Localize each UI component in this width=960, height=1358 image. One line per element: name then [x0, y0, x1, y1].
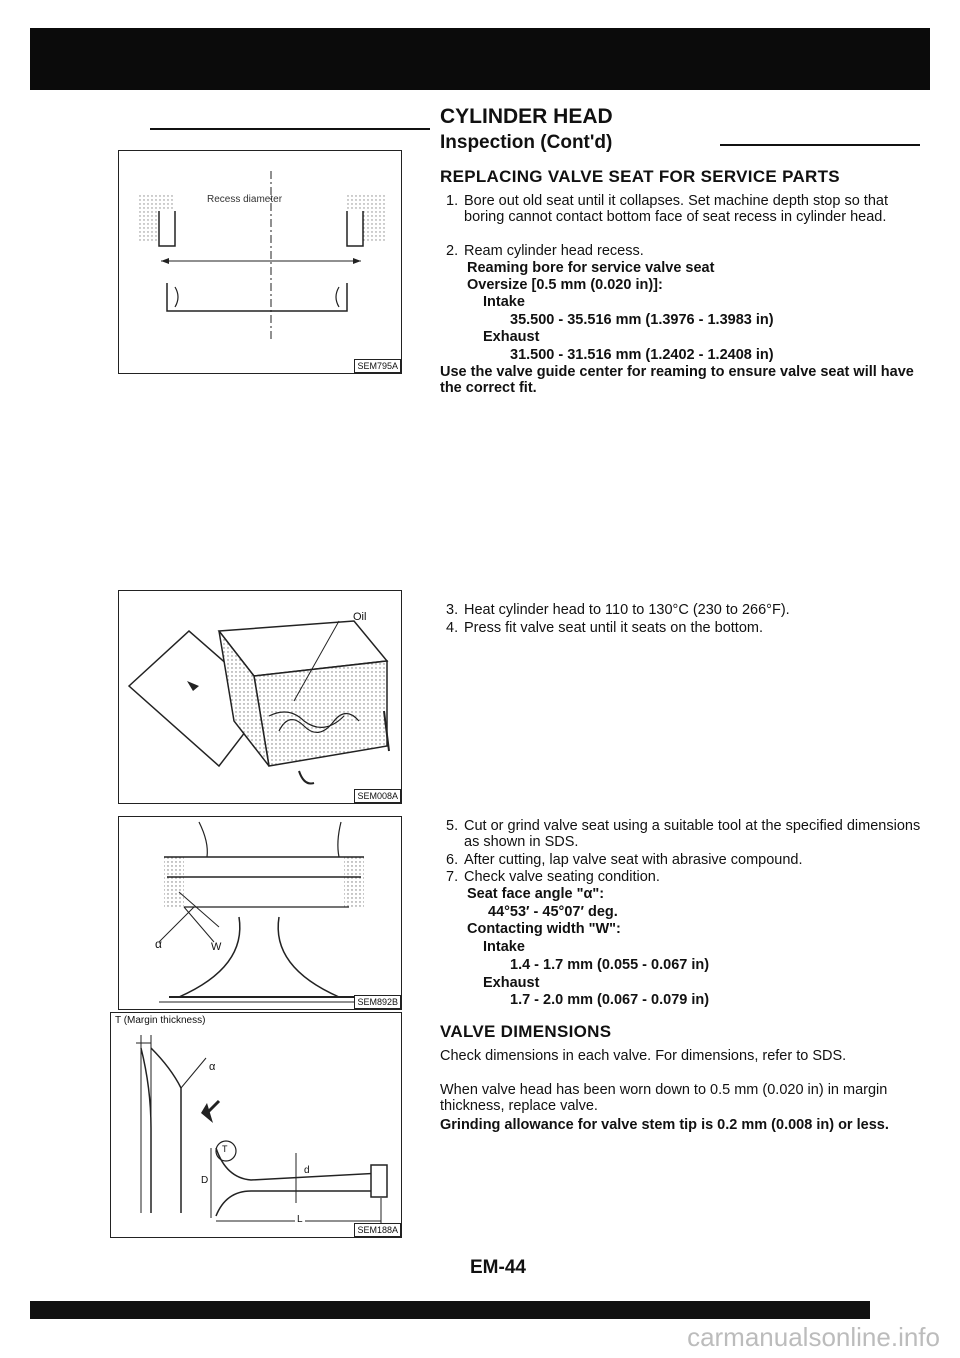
figure-valve-dimensions — [110, 1012, 402, 1238]
title-rule — [150, 128, 430, 130]
step-text: Heat cylinder head to 110 to 130°C (230 to 266°F). — [464, 602, 790, 618]
seat-angle-value: 44°53′ - 45°07′ deg. — [488, 904, 618, 920]
step-text: Bore out old seat until it collapses. Set machine depth stop so that boring cannot contact bottom face of seat recess in cylinder head. — [464, 193, 888, 225]
intake-label: Intake — [483, 939, 525, 955]
step-text: Ream cylinder head recess. — [464, 243, 644, 259]
step-number: 5. — [446, 818, 459, 834]
reaming-note: Use the valve guide center for reaming to ensure valve seat will have the correct fit. — [440, 364, 914, 396]
step-2 — [446, 243, 932, 259]
spec-title: Reaming bore for service valve seat — [467, 260, 715, 276]
figure-code: SEM008A — [354, 789, 401, 803]
figure-seat-angle — [118, 816, 402, 1010]
footer-url[interactable]: carmanualsonline.info — [687, 1322, 940, 1352]
figure-recess-diameter — [118, 150, 402, 374]
top-black-bar — [30, 28, 930, 90]
step-number: 2. — [446, 243, 459, 259]
step-number: 3. — [446, 602, 459, 618]
step-7 — [446, 869, 932, 885]
valve-dimensions-heading: VALVE DIMENSIONS — [440, 1022, 612, 1041]
recess-diagram — [119, 151, 401, 373]
spec-oversize: Oversize [0.5 mm (0.020 in)]: — [467, 277, 663, 293]
alpha-label: α — [155, 937, 162, 951]
exhaust-label: Exhaust — [483, 975, 540, 991]
exhaust-value: 31.500 - 31.516 mm (1.2402 - 1.2408 in) — [510, 347, 774, 363]
recess-diameter-label: Recess diameter — [207, 194, 283, 205]
bottom-black-bar — [30, 1301, 870, 1319]
step-1 — [446, 193, 932, 225]
page-number: EM-44 — [470, 1257, 526, 1278]
step-text: After cutting, lap valve seat with abrasive compound. — [464, 852, 803, 868]
figure-oil-heating — [118, 590, 402, 804]
figure-code: SEM795A — [354, 359, 401, 373]
valve-dimensions-para-1: Check dimensions in each valve. For dimensions, refer to SDS. — [440, 1048, 847, 1064]
valve-dimension-diagram — [111, 1013, 401, 1237]
step-number: 6. — [446, 852, 459, 868]
step-6 — [446, 852, 932, 868]
section-title: CYLINDER HEAD — [440, 105, 613, 128]
t-label: T — [222, 1144, 228, 1154]
seat-angle-label: Seat face angle "α": — [467, 886, 605, 902]
step-5 — [446, 818, 932, 850]
w-label: W — [211, 941, 222, 953]
intake-label: Intake — [483, 294, 525, 310]
figure-code: SEM892B — [354, 995, 401, 1009]
d-upper-label: D — [201, 1175, 209, 1186]
step-4 — [446, 620, 932, 636]
step-number: 4. — [446, 620, 459, 636]
intake-value: 35.500 - 35.516 mm (1.3976 - 1.3983 in) — [510, 312, 774, 328]
replacing-heading: REPLACING VALVE SEAT FOR SERVICE PARTS — [440, 167, 840, 186]
step-number: 1. — [446, 193, 459, 209]
seat-angle-diagram — [119, 817, 401, 1009]
contact-width-label: Contacting width "W": — [467, 921, 621, 937]
intake-value: 1.4 - 1.7 mm (0.055 - 0.067 in) — [510, 957, 710, 973]
d-lower-label: d — [304, 1165, 310, 1176]
alpha-label: α — [209, 1061, 216, 1073]
l-label: L — [297, 1214, 303, 1225]
subtitle-rule — [720, 144, 920, 146]
exhaust-value: 1.7 - 2.0 mm (0.067 - 0.079 in) — [510, 992, 710, 1008]
step-text: Press fit valve seat until it seats on the bottom. — [464, 620, 764, 636]
valve-dimensions-para-2: When valve head has been worn down to 0.5 mm (0.020 in) in margin thickness, replace valve. — [440, 1082, 888, 1114]
oil-label: Oil — [353, 611, 367, 623]
exhaust-label: Exhaust — [483, 329, 540, 345]
step-3 — [446, 602, 932, 618]
step-text: Check valve seating condition. — [464, 869, 660, 885]
step-text: Cut or grind valve seat using a suitable tool at the specified dimensions as shown in SDS. — [464, 818, 921, 850]
step-number: 7. — [446, 869, 459, 885]
margin-thickness-label: T (Margin thickness) — [115, 1015, 206, 1026]
subtitle: Inspection (Cont'd) — [440, 132, 613, 153]
figure-code: SEM188A — [354, 1223, 401, 1237]
valve-dimensions-para-3: Grinding allowance for valve stem tip is 0.2 mm (0.008 in) or less. — [440, 1117, 889, 1133]
